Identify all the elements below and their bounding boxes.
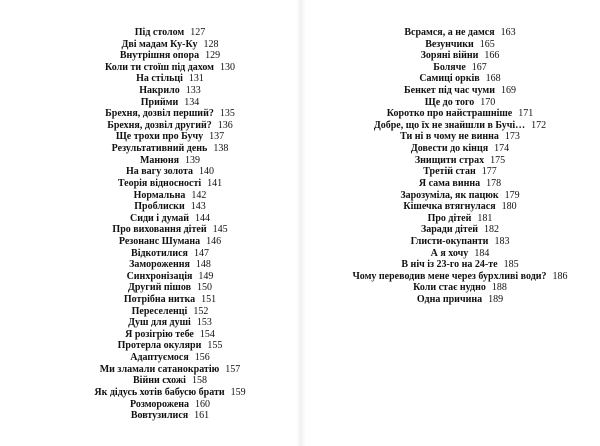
toc-entry [50,166,290,178]
toc-entry [50,120,290,132]
toc-entry-title: Під столом [134,27,185,38]
toc-entry-title: Зарозуміла, як пацюк [400,189,499,201]
toc-entry-page-number: 161 [194,410,210,422]
toc-entry [330,97,590,109]
toc-entry-page-number: 127 [190,27,206,38]
toc-entry-page-number: 180 [501,201,517,213]
toc-entry-title: Проблиски [134,201,185,213]
toc-entry [50,224,290,236]
toc-entry-title: Бенкет під час чуми [404,85,495,97]
toc-entry [330,213,590,225]
toc-entry-title: Резонанс Шумана [118,235,201,247]
toc-entry-title: Другий пішов [127,282,191,294]
toc-entry-title: Я сама винна [418,177,481,189]
toc-entry-title: Нормальна [133,189,186,201]
toc-entry-title: Брехня, дозвіл другий? [107,119,212,131]
toc-entry [50,143,290,155]
toc-entry-title: Одна причина [416,294,483,306]
toc-entry [330,224,590,236]
toc-right-column [330,27,590,306]
toc-entry-title: Душ для душі [128,317,191,329]
toc-entry [50,73,290,85]
toc-entry-page-number: 166 [484,50,500,62]
toc-entry-page-number: 183 [494,235,510,247]
toc-entry [330,294,590,306]
toc-entry-title: Третій стан [423,166,476,178]
toc-entry-page-number: 137 [209,131,225,143]
toc-entry-title: Прийми [140,96,179,108]
toc-entry-page-number: 170 [480,96,496,108]
toc-entry-page-number: 171 [518,108,534,120]
toc-entry-page-number: 156 [194,352,210,364]
toc-entry [50,201,290,213]
toc-entry [50,306,290,318]
toc-entry-title: В ніч із 23-го на 24-те [401,259,498,271]
toc-entry-title: Везунчики [425,38,474,50]
toc-entry-page-number: 131 [188,73,204,85]
toc-entry-title: Ще до того [424,96,475,108]
toc-entry-page-number: 173 [504,131,520,143]
toc-entry-title: Замороження [129,259,190,271]
toc-entry-title: Накрило [139,85,180,97]
toc-entry [50,387,290,399]
toc-entry-page-number: 128 [203,38,219,50]
toc-entry [50,375,290,387]
toc-entry-title: На стільці [136,73,183,85]
toc-entry-title: Заради дітей [420,224,479,236]
toc-entry-title: Війни схожі [133,375,186,387]
toc-entry [50,85,290,97]
toc-entry-page-number: 153 [196,317,212,329]
toc-entry-page-number: 189 [488,294,504,306]
toc-entry-page-number: 188 [491,282,507,294]
toc-entry-title: Протерла окуляри [117,340,202,352]
toc-entry [330,120,590,132]
toc-entry-page-number: 186 [552,270,568,282]
toc-entry-title: Відкотилися [131,247,188,259]
toc-entry [50,62,290,74]
toc-entry-page-number: 182 [484,224,500,236]
toc-entry-page-number: 168 [485,73,501,85]
toc-entry [330,201,590,213]
toc-entry [50,399,290,411]
toc-entry-page-number: 149 [198,270,214,282]
toc-entry [50,155,290,167]
toc-entry-title: Сиди і думай [129,212,189,224]
toc-entry [50,178,290,190]
toc-entry-title: Брехня, дозвіл перший? [105,108,214,120]
toc-entry-page-number: 147 [193,247,209,259]
toc-entry [330,155,590,167]
toc-entry [50,352,290,364]
toc-entry-title: Кішечка втягнулася [403,201,496,213]
toc-entry [330,259,590,271]
toc-entry [50,271,290,283]
toc-entry [330,73,590,85]
toc-entry-page-number: 145 [212,224,228,236]
toc-entry-title: Синхронізація [126,270,193,282]
toc-entry-title: Теорія відносності [117,177,202,189]
toc-entry-page-number: 159 [230,386,246,398]
toc-entry-page-number: 141 [207,177,223,189]
toc-entry-page-number: 152 [193,305,209,317]
toc-entry-title: Добре, що їх не знайшли в Бучі… [373,119,526,131]
toc-entry-page-number: 177 [481,166,497,178]
toc-entry [330,143,590,155]
toc-entry-page-number: 148 [195,259,211,271]
toc-entry-title: Потрібна нитка [123,294,196,306]
toc-entry [330,62,590,74]
page-gutter [296,0,306,446]
toc-entry-page-number: 150 [197,282,212,294]
toc-entry-page-number: 163 [500,27,516,38]
toc-entry-page-number: 157 [225,363,241,375]
toc-entry [330,248,590,260]
toc-entry-title: Чому переводив мене через бурхливі води? [352,270,547,282]
toc-entry-title: Ми зламали сатанократію [99,363,220,375]
toc-entry [330,50,590,62]
toc-entry [50,131,290,143]
toc-entry-page-number: 135 [219,108,235,120]
toc-entry-page-number: 138 [213,143,229,155]
toc-entry [330,166,590,178]
toc-entry [50,364,290,376]
toc-entry-page-number: 179 [504,189,520,201]
toc-entry-title: Манюня [139,154,179,166]
toc-entry-page-number: 160 [195,398,211,410]
toc-entry-page-number: 181 [477,212,493,224]
toc-entry-title: Коли стає нудно [413,282,486,294]
toc-entry-title: Розморожена [129,398,190,410]
toc-entry-page-number: 144 [195,212,210,224]
toc-entry [330,236,590,248]
toc-entry-title: Коли ти стоїш під дахом [104,61,214,73]
toc-entry-title: Коротко про найстрашніше [386,108,513,120]
toc-entry [330,85,590,97]
toc-entry-title: А я хочу [430,247,469,259]
toc-entry [330,282,590,294]
toc-entry-page-number: 185 [503,259,519,271]
toc-entry [50,39,290,51]
toc-entry-title: Я розігрію тебе [125,328,194,340]
toc-entry [50,108,290,120]
toc-entry-page-number: 143 [190,201,206,213]
toc-entry-page-number: 151 [201,294,217,306]
toc-entry [330,27,590,39]
toc-entry-title: Самиці орків [419,73,480,85]
toc-entry [330,39,590,51]
toc-entry-page-number: 140 [199,166,215,178]
toc-entry [50,317,290,329]
toc-entry-page-number: 146 [206,235,222,247]
toc-entry-title: Переселенці [131,305,188,317]
toc-entry-title: Дві мадам Ку-Ку [121,38,198,50]
toc-entry-title: Глисти-окупанти [410,235,489,247]
toc-entry [330,271,590,283]
toc-entry-page-number: 139 [185,154,200,166]
toc-entry [50,50,290,62]
toc-entry-page-number: 136 [217,119,233,131]
toc-entry [330,108,590,120]
toc-entry-page-number: 133 [185,85,201,97]
toc-entry-title: На вагу золота [125,166,194,178]
toc-entry-title: Вовтузилися [130,410,189,422]
toc-entry [50,410,290,422]
toc-entry-page-number: 154 [199,328,215,340]
toc-entry [50,340,290,352]
toc-entry [50,190,290,202]
toc-entry [50,97,290,109]
toc-entry [50,329,290,341]
toc-entry-title: Зоряні війни [420,50,479,62]
toc-entry-title: Внутрішня опора [119,50,200,62]
toc-entry-page-number: 165 [479,38,495,50]
toc-entry-title: Ти ні в чому не винна [400,131,499,143]
toc-entry [330,178,590,190]
toc-entry-title: Всрамся, а не дамся [404,27,495,38]
toc-entry [330,131,590,143]
toc-entry-title: Про виховання дітей [112,224,207,236]
toc-entry [50,294,290,306]
toc-entry [330,190,590,202]
toc-entry [50,259,290,271]
toc-entry-page-number: 155 [207,340,223,352]
toc-entry-page-number: 142 [191,189,207,201]
toc-entry-page-number: 169 [500,85,516,97]
toc-entry-title: Адаптуємося [130,352,189,364]
toc-entry-title: Про дітей [427,212,472,224]
toc-entry-page-number: 175 [490,154,506,166]
toc-entry-title: Боляче [433,61,466,73]
toc-entry-page-number: 178 [486,177,502,189]
toc-entry [50,282,290,294]
toc-entry-page-number: 174 [494,143,510,155]
toc-entry [50,27,290,39]
toc-entry-page-number: 184 [474,247,490,259]
toc-entry-page-number: 129 [205,50,221,62]
toc-entry-page-number: 167 [471,61,487,73]
toc-entry-title: Знищити страх [414,154,485,166]
toc-entry-title: Довести до кінця [410,143,489,155]
toc-entry-page-number: 134 [184,96,200,108]
toc-entry-page-number: 130 [220,61,235,73]
toc-entry [50,213,290,225]
toc-entry-page-number: 158 [191,375,207,387]
toc-entry [50,236,290,248]
toc-entry-title: Результативний день [111,143,208,155]
toc-entry-title: Ще трохи про Бучу [115,131,204,143]
toc-entry [50,248,290,260]
toc-left-column [50,27,290,422]
toc-entry-title: Як дідусь хотів бабусю брати [94,386,225,398]
toc-entry-page-number: 172 [531,119,547,131]
